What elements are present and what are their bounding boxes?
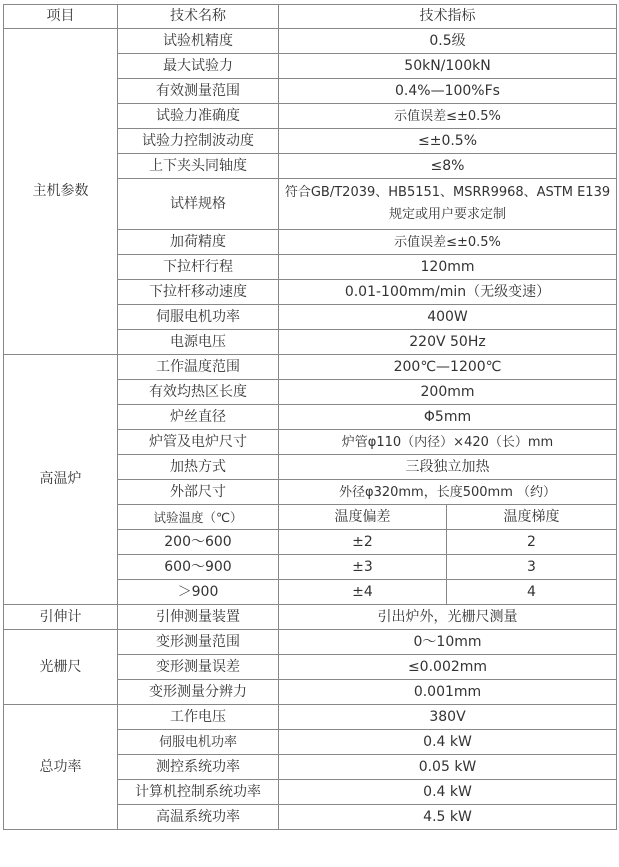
- row-name: 变形测量误差: [118, 655, 279, 680]
- row-value: Φ5mm: [279, 405, 617, 430]
- temp-col-test-temp: 试验温度（℃）: [118, 505, 279, 530]
- row-value: 0.4%—100%Fs: [279, 79, 617, 104]
- row-name: 外部尺寸: [118, 480, 279, 505]
- row-value: 380V: [279, 705, 617, 730]
- row-value: 引出炉外，光栅尺测量: [279, 605, 617, 630]
- group-power: 总功率: [4, 705, 118, 830]
- row-name: 伺服电机功率: [118, 305, 279, 330]
- row-name: 最大试验力: [118, 54, 279, 79]
- row-value: 200mm: [279, 380, 617, 405]
- row-name: 下拉杆行程: [118, 255, 279, 280]
- row-name: 试验力准确度: [118, 104, 279, 129]
- row-value: 50kN/100kN: [279, 54, 617, 79]
- row-name: 试验机精度: [118, 29, 279, 54]
- table-row: [4, 705, 617, 730]
- row-value: 200℃—1200℃: [279, 355, 617, 380]
- row-name: 变形测量分辨力: [118, 680, 279, 705]
- table-row: [4, 630, 617, 655]
- group-grating: 光栅尺: [4, 630, 118, 705]
- row-value: 400W: [279, 305, 617, 330]
- temp-deviation: ±4: [279, 580, 447, 605]
- temp-deviation: ±3: [279, 555, 447, 580]
- row-value: 4.5 kW: [279, 805, 617, 830]
- row-name: 炉丝直径: [118, 405, 279, 430]
- temp-col-gradient: 温度梯度: [447, 505, 617, 530]
- row-value: 0.5级: [279, 29, 617, 54]
- row-value: 0.4 kW: [279, 730, 617, 755]
- spec-table: [3, 4, 617, 830]
- row-name: 下拉杆移动速度: [118, 280, 279, 305]
- group-main-machine: 主机参数: [4, 29, 118, 355]
- row-value: 三段独立加热: [279, 455, 617, 480]
- row-name: 电源电压: [118, 330, 279, 355]
- row-value: 0.01-100mm/min（无级变速）: [279, 280, 617, 305]
- row-name: 有效均热区长度: [118, 380, 279, 405]
- row-name: 加热方式: [118, 455, 279, 480]
- row-value: 220V 50Hz: [279, 330, 617, 355]
- row-value: 符合GB/T2039、HB5151、MSRR9968、ASTM E139规定或用户要求定制: [279, 179, 617, 230]
- row-value: 0.001mm: [279, 680, 617, 705]
- row-name: 试验力控制波动度: [118, 129, 279, 154]
- temp-deviation: ±2: [279, 530, 447, 555]
- row-value: 0.4 kW: [279, 780, 617, 805]
- temp-range: 200～600: [118, 530, 279, 555]
- row-name: 工作电压: [118, 705, 279, 730]
- temp-col-deviation: 温度偏差: [279, 505, 447, 530]
- row-name: 加荷精度: [118, 230, 279, 255]
- row-name: 试样规格: [118, 179, 279, 230]
- table-header-row: [4, 5, 617, 29]
- group-furnace: 高温炉: [4, 355, 118, 605]
- row-value: 0～10mm: [279, 630, 617, 655]
- row-value: 外径φ320mm，长度500mm （约）: [279, 480, 617, 505]
- row-name: 引伸测量装置: [118, 605, 279, 630]
- row-name: 测控系统功率: [118, 755, 279, 780]
- row-name: 变形测量范围: [118, 630, 279, 655]
- temp-gradient: 4: [447, 580, 617, 605]
- header-tech-name: 技术名称: [118, 5, 279, 29]
- row-value: ≤8%: [279, 154, 617, 179]
- table-row: [4, 355, 617, 380]
- temp-range: ＞900: [118, 580, 279, 605]
- row-name: 有效测量范围: [118, 79, 279, 104]
- table-row: [4, 29, 617, 54]
- row-name: 炉管及电炉尺寸: [118, 430, 279, 455]
- group-extensometer: 引伸计: [4, 605, 118, 630]
- row-name: 上下夹头同轴度: [118, 154, 279, 179]
- header-tech-spec: 技术指标: [279, 5, 617, 29]
- row-value: 示值误差≤±0.5%: [279, 230, 617, 255]
- row-value: 120mm: [279, 255, 617, 280]
- temp-gradient: 2: [447, 530, 617, 555]
- header-item: 项目: [4, 5, 118, 29]
- row-name: 计算机控制系统功率: [118, 780, 279, 805]
- row-value: 0.05 kW: [279, 755, 617, 780]
- row-name: 伺服电机功率: [118, 730, 279, 755]
- row-name: 高温系统功率: [118, 805, 279, 830]
- row-value: 示值误差≤±0.5%: [279, 104, 617, 129]
- temp-range: 600～900: [118, 555, 279, 580]
- row-name: 工作温度范围: [118, 355, 279, 380]
- row-value: 炉管φ110（内径）×420（长）mm: [279, 430, 617, 455]
- table-row: [4, 605, 617, 630]
- temp-gradient: 3: [447, 555, 617, 580]
- row-value: ≤0.002mm: [279, 655, 617, 680]
- row-value: ≤±0.5%: [279, 129, 617, 154]
